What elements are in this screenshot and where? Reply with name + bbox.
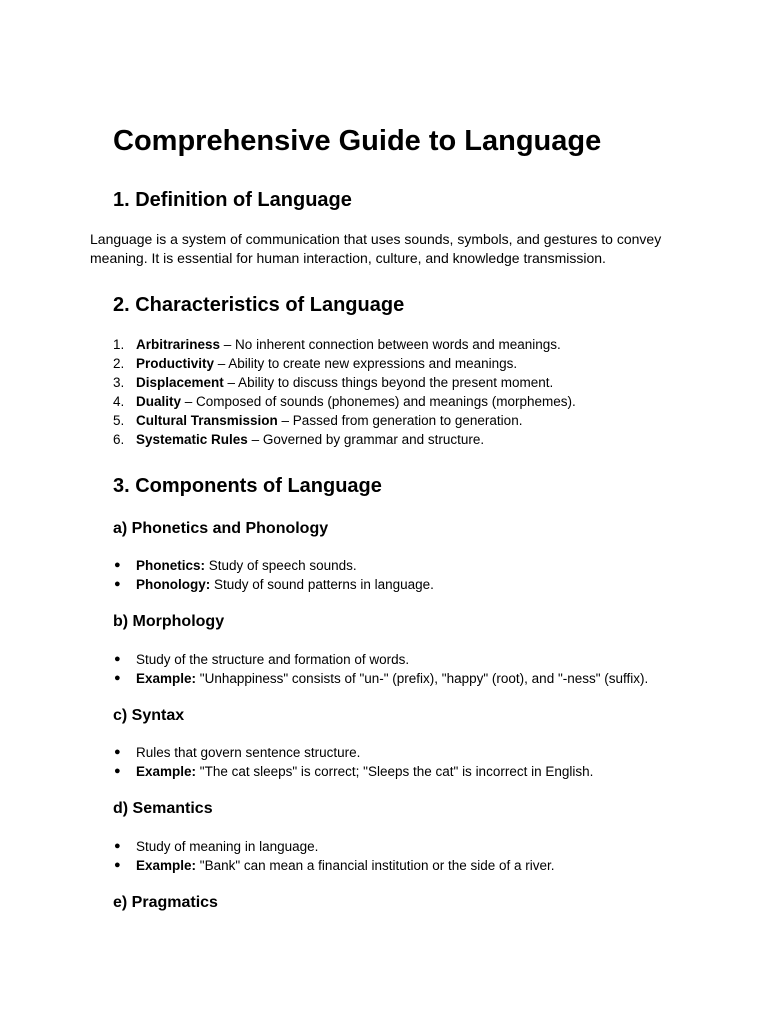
list-item-term: Phonology: bbox=[136, 577, 211, 592]
list-item-desc: – Ability to create new expressions and meanings. bbox=[214, 356, 518, 371]
list-item-desc: Study of speech sounds. bbox=[205, 558, 357, 573]
list-number: 4. bbox=[113, 394, 125, 409]
list-item-term: Example: bbox=[136, 858, 197, 873]
list-item-desc: "Bank" can mean a financial institution or the side of a river. bbox=[196, 858, 555, 873]
list-number: 5. bbox=[113, 413, 125, 428]
bullet-icon: ● bbox=[114, 578, 121, 590]
list-item bbox=[113, 411, 576, 430]
section-heading-characteristics: 2. Characteristics of Language bbox=[113, 294, 405, 316]
document-title: Comprehensive Guide to Language bbox=[113, 125, 602, 157]
bullet-icon: ● bbox=[114, 840, 121, 852]
list-item bbox=[113, 856, 555, 875]
list-item bbox=[113, 575, 434, 594]
list-item-term: Duality bbox=[136, 394, 182, 409]
list-item-desc: – Composed of sounds (phonemes) and meanings (morphemes). bbox=[181, 394, 576, 409]
list-item bbox=[113, 650, 648, 669]
list-item bbox=[113, 354, 576, 373]
subsection-heading-morphology: b) Morphology bbox=[113, 613, 225, 630]
list-item-term: Displacement bbox=[136, 375, 224, 390]
list-item-desc: – No inherent connection between words and meanings. bbox=[220, 337, 561, 352]
list-item-term: Cultural Transmission bbox=[136, 413, 278, 428]
list-item-desc: – Governed by grammar and structure. bbox=[247, 432, 485, 447]
list-item-term: Example: bbox=[136, 671, 197, 686]
bullet-icon: ● bbox=[114, 559, 121, 571]
semantics-list bbox=[113, 837, 555, 875]
list-item-term: Example: bbox=[136, 764, 197, 779]
list-number: 6. bbox=[113, 432, 125, 447]
list-item bbox=[113, 335, 576, 354]
list-item-term: Productivity bbox=[136, 356, 215, 371]
list-item bbox=[113, 556, 434, 575]
list-item bbox=[113, 837, 555, 856]
subsection-heading-semantics: d) Semantics bbox=[113, 800, 213, 817]
list-item-desc: "The cat sleeps" is correct; "Sleeps the cat" is incorrect in English. bbox=[196, 764, 594, 779]
list-item bbox=[113, 430, 576, 449]
list-item-desc: Study of the structure and formation of words. bbox=[136, 652, 410, 667]
bullet-icon: ● bbox=[114, 746, 121, 758]
bullet-icon: ● bbox=[114, 672, 121, 684]
list-item-desc: – Passed from generation to generation. bbox=[277, 413, 523, 428]
subsection-heading-phonetics: a) Phonetics and Phonology bbox=[113, 520, 329, 537]
list-item-term: Phonetics: bbox=[136, 558, 206, 573]
characteristics-list bbox=[113, 335, 576, 449]
subsection-heading-pragmatics: e) Pragmatics bbox=[113, 894, 218, 911]
list-item bbox=[113, 392, 576, 411]
list-item bbox=[113, 669, 648, 688]
list-item-desc: – Ability to discuss things beyond the present moment. bbox=[223, 375, 554, 390]
bullet-icon: ● bbox=[114, 765, 121, 777]
list-item-term: Arbitrariness bbox=[136, 337, 221, 352]
definition-paragraph: Language is a system of communication that uses sounds, symbols, and gestures to convey meaning. It is essential for human interaction, culture, and knowledge transmission. bbox=[90, 231, 662, 266]
phonetics-list bbox=[113, 556, 434, 594]
syntax-list bbox=[113, 743, 593, 781]
list-number: 3. bbox=[113, 375, 125, 390]
section-heading-definition: 1. Definition of Language bbox=[113, 189, 352, 211]
list-item-desc: "Unhappiness" consists of "un-" (prefix), "happy" (root), and "-ness" (suffix). bbox=[196, 671, 649, 686]
list-item bbox=[113, 762, 593, 781]
list-item-desc: Study of sound patterns in language. bbox=[210, 577, 434, 592]
list-item-term: Systematic Rules bbox=[136, 432, 248, 447]
bullet-icon: ● bbox=[114, 859, 121, 871]
list-number: 2. bbox=[113, 356, 125, 371]
list-number: 1. bbox=[113, 337, 125, 352]
list-item bbox=[113, 743, 593, 762]
list-item bbox=[113, 373, 576, 392]
list-item-desc: Rules that govern sentence structure. bbox=[136, 745, 361, 760]
list-item-desc: Study of meaning in language. bbox=[136, 839, 319, 854]
subsection-heading-syntax: c) Syntax bbox=[113, 707, 185, 724]
morphology-list bbox=[113, 650, 648, 688]
section-heading-components: 3. Components of Language bbox=[113, 475, 382, 497]
bullet-icon: ● bbox=[114, 653, 121, 665]
